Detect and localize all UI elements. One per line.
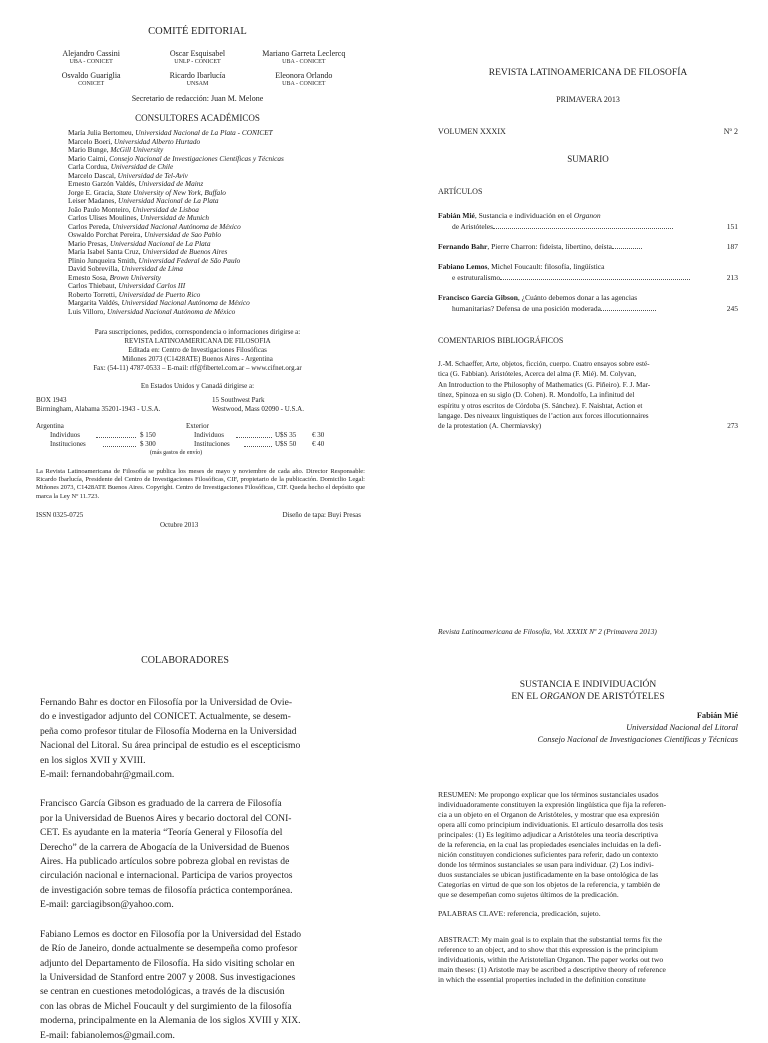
toc-entry [438,241,738,252]
consultor-affiliation: Universidad de Lima [121,264,183,273]
volume-row [438,127,738,139]
comentarios-line: de la protestation (A. Chermiavsky) [438,422,542,431]
consultor-affiliation: Universidad de Sao Pablo [144,230,222,239]
consultor-name: Carlos Thiebaut, [68,281,119,290]
article-author: Fabián Mié [696,711,738,720]
consultor-name: Roberto Torretti, [68,289,119,299]
colaborador-garcia-gibson [40,797,330,912]
page-bottom-right [438,627,738,1024]
para-line: E-mail: fabianolemos@gmail.com. [40,1029,175,1041]
box-left-line: BOX 1943 [36,396,67,404]
para-line: peña como profesor titular de Filosofía Moderna en la Universidad [40,725,297,737]
consultor-name: João Paulo Monteiro, [68,204,133,214]
para-line: con las obras de Michel Foucault y del surgimiento de la filosofía [40,1000,292,1012]
season: PRIMAVERA 2013 [556,95,620,104]
resumen-line: opera allí como principium individuationis. El artículo desarrolla dos tesis [438,820,664,829]
consultor-name: María Julia Bertomeu, [68,128,136,137]
editor-aff: UBA - CONICET [282,81,326,87]
para-line: E-mail: garciagibson@yahoo.com. [40,899,174,911]
para-line: en los siglos XVII y XVIII. [40,754,146,766]
consultor-affiliation: Universidad de Puerto Rico [118,289,201,299]
abstract-line: in which the essential properties included in the definition constitute [438,975,646,984]
resumen-line: que se desempeñan como sujetos últimos de la predicación. [438,890,619,899]
comite-title: COMITÉ EDITORIAL [148,26,247,37]
consultor-name: Leiser Madanes, [68,196,119,205]
argentina-label: Argentina [36,422,64,430]
toc-title: , ¿Cuánto debemos donar a las agencias [517,293,638,302]
consultor-affiliation: Universidad de Buenos Aires [142,247,228,256]
consultor-affiliation: Universidad Nacional Autónoma de México [106,306,236,316]
suscripciones-line: Para suscripciones, pedidos, correspondencia o informaciones dirigirse a: [94,328,301,336]
para-line: Fabiano Lemos es doctor en Filosofía por la Universidad del Estado [40,928,302,940]
toc-page: 245 [726,304,738,313]
editor-aff: UBA - CONICET [282,59,326,65]
volume: VOLUMEN XXXIX [438,127,506,136]
page-bottom-left [40,655,330,1041]
consultor-affiliation: Universidad Nacional Autónoma de México [121,298,250,307]
colaboradores-title: COLABORADORES [141,655,229,666]
legal-notice: La Revista Latinoamericana de Filosofía se publica los meses de mayo y noviembre de cada año. Director Responsable: Ricardo Ibarlucía, Presidente del Centro de Investigaciones Filosóficas, CIF, propietario de la publicación. Domicilio Legal: Miñones 2073, C1428ATE Buenos Aires. Copyright. Centro de Investigaciones Filosóficas, CIF. Queda hecho el depósito que marca la Ley Nº 11.723. [36,468,365,500]
para-line: circulación nacional e internacional. Participa de varios proyectos [40,870,293,882]
consultor-name: Mario Presas, [68,238,110,248]
consultor-affiliation: Universidad Nacional de La Plata - CONICET [135,128,273,137]
author-affiliation: Consejo Nacional de Investigaciones Científicas y Técnicas [537,735,738,744]
abstract-line: ABSTRACT: My main goal is to explain that the substantial terms fix the [438,935,663,944]
consultor-name: Ernesto Garzón Valdés, [68,179,139,188]
resumen-line: de la referencia, en la cual las propiedades esenciales incluidas en la defi- [438,840,662,849]
suscripciones-line: Fax: (54-11) 4787-0533 – E-mail: rlf@fibertel.com.ar – www.cifnet.org.ar [93,364,302,372]
para-line: Fernando Bahr es doctor en Filosofía por la Universidad de Ovie- [40,697,293,708]
para-line: Francisco García Gibson es graduado de la carrera de Filosofía [40,798,282,810]
diseno: Diseño de tapa: Buyi Presas [282,510,361,519]
article-title-line2a: EN EL [511,692,541,702]
consultor-affiliation: Universidad Federal de São Paulo [138,255,241,265]
consultor-affiliation: Universidad Carlos III [118,281,186,290]
article-title-line2b: DE ARISTÓTELES [584,692,665,702]
suscripciones-line: Miñones 2073 (C1428ATE) Buenos Aires - Argentina [122,355,273,363]
resumen-line: principales: (1) Es legítimo adjudicar a Aristóteles una teoría descriptiva [438,830,658,839]
toc-page: 187 [726,242,738,251]
dot-leader [493,228,673,229]
editor-name: Ricardo Ibarlucía [169,71,226,80]
consultor-name: Luis Villoro, [68,306,107,316]
toc-title: , Michel Foucault: filosofía, lingüística [487,262,605,271]
para-line: adjunto del Departamento de Filosofía. Ha sido visiting scholar en [40,957,295,969]
dot-leader [236,431,272,438]
toc-entry [438,210,738,232]
box-left-line: Birmingham, Alabama 35201-1943 - U.S.A. [36,405,161,413]
consultor-entry [68,308,365,317]
toc-title: , Pierre Charron: fideísta, libertino, deísta [487,242,612,251]
consultor-name: Carla Cordua, [68,162,111,171]
colaborador-bahr [40,696,330,782]
dot-leader [601,310,656,311]
consultor-name: María Isabel Santa Cruz, [68,247,143,256]
consultor-affiliation: Universidad Alberto Hurtado [114,136,201,146]
editor-aff: UNLP - CONICET [174,59,221,65]
editor-name: Eleonora Orlando [275,71,333,80]
comentarios-line: J.-M. Schaeffer, Arte, objetos, ficción, cuerpo. Cuatro ensayos sobre esté- [438,360,650,368]
consultor-affiliation: Universidad Nacional Autónoma de México [112,221,241,231]
para-line: de Río de Janeiro, donde actualmente se desempeña como profesor [40,943,298,955]
resumen [438,790,738,900]
para-line: do e investigador adjunto del CONICET. Actualmente, se desem- [40,711,291,723]
consultor-name: David Sobrevilla, [68,264,122,273]
toc-author: Francisco García Gibson [438,293,518,302]
colaborador-lemos [40,928,330,1043]
resumen-line: individuadoramente constituyen la expresión lingüística que fija la referen- [438,800,667,809]
abstract-line: main theses: (1) Aristotle may be ascribed a descriptive theory of reference [438,965,666,974]
para-line: por la Universidad de Buenos Aires y becario doctoral del CONI- [40,812,292,824]
author-affiliation: Universidad Nacional del Litoral [626,723,738,732]
resumen-line: Categorías en virtud de que son los objetos de la referencia, y también de [438,880,661,889]
editor-name: Alejandro Cassini [62,49,120,58]
resumen-line: duos sustanciales se ubican justificadamente en la base ontológica de las [438,870,659,879]
consultores-title: CONSULTORES ACADÉMICOS [135,113,260,123]
para-line: CET. Es ayudante en la materia “Teoría General y Filosofía del [40,827,283,839]
suscripciones-block [30,328,365,373]
consultor-affiliation: Universidad de Tel-Aviv [117,170,188,180]
comentarios-title: COMENTARIOS BIBLIOGRÁFICOS [438,336,564,345]
toc-author: Fabián Mié [438,211,475,220]
para-line: de investigación sobre temas de filosofía práctica contemporánea. [40,884,293,896]
comentarios-line: tínez, Spinoza en su siglo (D. Cohen). R. Mondolfo, La infinitud del [438,391,635,400]
dot-leader [96,431,136,438]
abstract-line: individuationis, within the Aristotelian Organon. The paper works out two [438,955,664,964]
para-line: Aires. Ha publicado artículos sobre pobreza global en revistas de [40,856,290,868]
prices-table [30,422,365,462]
resumen-line: cia a un objeto en el Organon de Aristóteles, y mostrar que esa expresión [438,810,660,819]
comentarios-page: 273 [727,422,738,431]
suscripciones-line: Editada en: Centro de Investigaciones Filosóficas [128,346,267,354]
consultor-name: Carlos Pereda, [68,221,113,231]
palabras-clave: PALABRAS CLAVE: referencia, predicación, sujeto. [438,909,601,918]
consultor-name: Marcelo Dascal, [68,170,118,180]
consultor-affiliation: McGill University [110,145,164,154]
running-header: Revista Latinoamericana de Filosofía, Vol. XXXIX Nº 2 (Primavera 2013) [438,627,657,636]
secretario: Secretario de redacción: Juan M. Melone [131,94,264,103]
toc-entry [438,292,738,314]
sumario-title: SUMARIO [567,154,609,164]
toc-title-cont: humanitarias? Defensa de una posición moderada [452,304,601,313]
dot-leader [103,440,136,447]
consultor-affiliation: Universidad de Lisboa [132,204,199,214]
eeuu-title: En Estados Unidos y Canadá dirigirse a: [140,382,255,390]
individuos-label: Individuos [194,431,224,439]
ex-inst-usd: U$S 50 [275,440,297,448]
toc-page: 151 [726,222,738,231]
para-line: Derecho” de la carrera de Abogacía de la Universidad de Buenos [40,841,290,853]
toc-author: Fabiano Lemos [438,262,488,271]
ex-ind-usd: U$S 35 [275,431,297,439]
comentarios-line: An Introduction to the Philosophy of Mathematics (G. Piñeiro). F. J. Mar- [438,380,651,389]
issn-row [30,511,365,531]
para-line: E-mail: fernandobahr@gmail.com. [40,769,175,781]
toc-title-cont: e estruturalismo [452,273,501,282]
editor-name: Osvaldo Guariglia [61,71,121,80]
article-title-line1: SUSTANCIA E INDIVIDUACIÓN [519,680,657,690]
box-right-line: Westwood, Mass 02090 - U.S.A. [211,405,304,413]
author-block [438,710,738,746]
toc-title: , Sustancia e individuación en el [474,211,574,220]
ex-ind-eur: € 30 [312,431,325,439]
ar-inst-price: $ 300 [140,440,156,448]
ex-inst-eur: € 40 [312,440,325,448]
comentarios-block [438,359,738,432]
resumen-line: donde los términos sustanciales se usan para individuar. (2) Los indivi- [438,860,654,869]
consultor-name: Margarita Valdés, [68,298,122,307]
fecha: Octubre 2013 [160,520,199,529]
para-line: la Universidad de Stanford entre 2007 y 2008. Sus investigaciones [40,971,296,983]
page-top-right [438,22,738,572]
article-title [438,679,738,703]
consultor-name: Carlos Ulises Moulines, [68,213,141,222]
consultores-list [30,129,365,316]
article-title-organon: ORGANON [540,692,585,702]
box-right-line: 15 Southwest Park [211,396,265,404]
consultor-name: Marcelo Boeri, [68,136,114,146]
editors-row-1 [30,49,365,67]
consultor-affiliation: Consejo Nacional de Investigaciones Científicas y Técnicas [109,153,284,163]
consultor-name: Oswaldo Porchat Pereira, [68,230,145,239]
individuos-label: Individuos [50,431,80,439]
dot-leader [612,248,642,249]
toc-entry [438,261,738,283]
consultor-affiliation: State University of New York, Buffalo [116,187,226,197]
consultor-affiliation: Universidad de Mainz [138,179,204,188]
dot-leader [244,440,272,447]
editor-aff: CONICET [78,81,105,87]
resumen-line: nición constituyen condiciones suficientes para referir, dado un contexto [438,850,659,859]
dot-leader [500,279,690,280]
consultor-name: Mario Bunge, [68,145,111,154]
editor-name: Oscar Esquisabel [169,49,226,58]
page-top-left [30,22,365,572]
editor-name: Mariano Garreta Leclercq [262,49,346,58]
para-line: moderna, principalmente en la Alemania de los siglos XVIII y XIX. [40,1015,301,1027]
editors-row-2 [30,71,365,89]
consultor-name: Mario Caimi, [68,153,110,163]
toc-title-cont: de Aristóteles [452,222,494,231]
ar-ind-price: $ 150 [140,431,156,439]
toc-author: Fernando Bahr [438,242,488,251]
issn: ISSN 0325-0725 [36,510,84,519]
articulos-title: ARTÍCULOS [438,187,483,196]
comentarios-line: espíritu y otros escritos de Córdoba (S. Sánchez). F. Naishtat, Action et [438,401,643,410]
prices-note: (más gastos de envío) [150,450,203,456]
exterior-label: Exterior [186,422,209,430]
consultor-affiliation: Universidad Nacional de La Plata [109,238,211,248]
para-line: se centran en cuestiones metodológicas, a través de la discusión [40,986,285,998]
abstract [438,935,738,985]
suscripciones-line: REVISTA LATINOAMERICANA DE FILOSOFIA [124,337,271,345]
consultor-affiliation: Universidad Nacional de La Plata [118,196,219,205]
consultor-affiliation: Universidad de Chile [110,162,174,171]
consultor-name: Ernesto Sosa, [68,272,110,282]
consultor-affiliation: Brown University [109,272,161,282]
editor-aff: UBA - CONICET [69,59,113,65]
instituciones-label: Instituciones [194,440,230,448]
consultor-name: Jorge E. Gracia, [68,187,117,197]
abstract-line: reference to an object, and to show that this expression is the principium [438,945,658,954]
comentarios-line: tica (G. Fabbian). Aristóteles, Acerca del alma (F. Mié). M. Colyvan, [438,370,637,379]
para-line: Nacional del Litoral. Su área principal de estudio es el escepticismo [40,740,301,752]
comentarios-line: langage. Des niveaux linguistiques de l’action aux forces illocutionnaires [438,412,649,421]
instituciones-label: Instituciones [50,440,86,448]
journal-title: REVISTA LATINOAMERICANA DE FILOSOFÍA [488,68,688,78]
consultor-affiliation: Universidad de Munich [140,213,210,222]
toc-page: 213 [726,273,738,282]
resumen-line: RESUMEN: Me propongo explicar que los términos sustanciales usados [438,790,659,799]
consultor-name: Plinio Junqueira Smith, [68,255,139,265]
number: Nº 2 [723,127,738,136]
toc-title-italic: Organon [573,211,601,220]
editor-aff: UNSAM [186,81,209,87]
box-addresses [30,396,365,414]
